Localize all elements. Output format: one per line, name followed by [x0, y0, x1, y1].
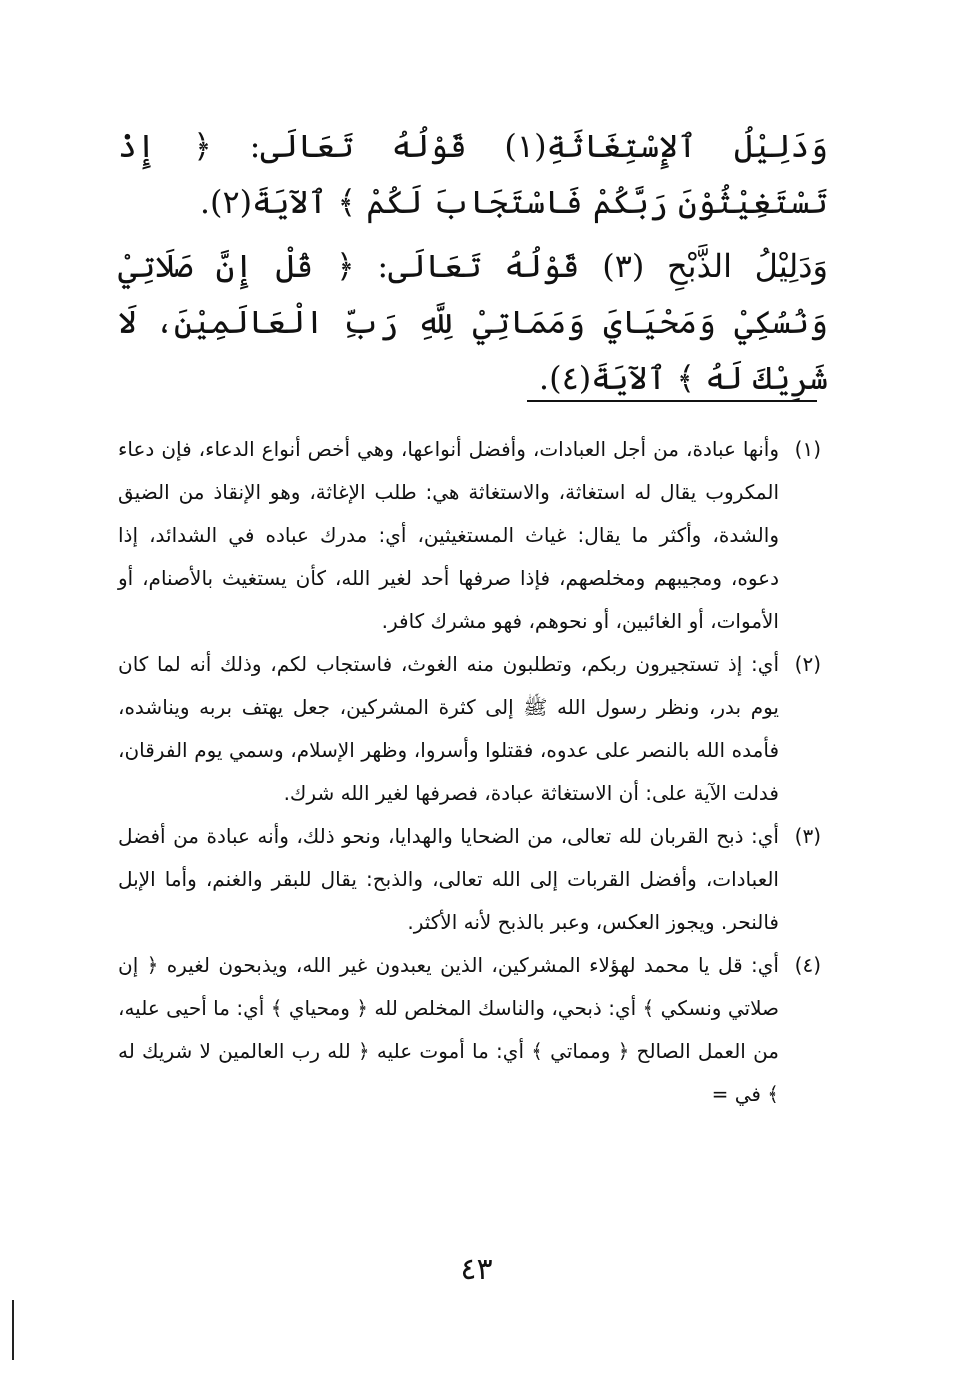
footnote-3	[118, 815, 821, 944]
main-text	[118, 118, 828, 406]
footnote-4	[118, 944, 821, 1116]
footnote-text: أي: قل يا محمد لهؤلاء المشركين، الذين يعبدون غير الله، ويذبحون لغيره ﴿ إن صلاتي ونسكي ﴾ أي: ذبحي، والناسك المخلص لله ﴿ ومحياي ﴾ أي: ما أحيى عليه، من العمل الصالح ﴿ ومماتي ﴾ أي: ما أموت عليه ﴿ لله رب العالمين لا شريك له ﴾ في =	[118, 953, 779, 1106]
page-number: ٤٣	[460, 1252, 493, 1287]
footnote-text: أي: إذ تستجيرون ربكم، وتطلبون منه الغوث، فاستجاب لكم، وذلك أنه لما كان يوم بدر، ونظر رسول الله ﷺ إلى كثرة المشركين، جعل يهتف بربه ويناشده، فأمده الله بالنصر على عدوه، فقتلوا وأسروا، وظهر الإسلام، وسمي يوم الفرقان، فدلت الآية على: أن الاستغاثة عبادة، فصرفها لغير الله شرك.	[118, 652, 779, 805]
footnote-1	[118, 428, 821, 643]
footnote-number: (١)	[794, 437, 821, 461]
main-paragraph-dhabh: وَدَلِيْلُ الذَّبْحِ (٣) قَوْلُهُ تَعَالَى: ﴿ قُلْ إِنَّ صَلَاتِيْ وَنُسُكِيْ وَمَحْيَايَ وَمَمَاتِيْ لِلَّهِ رَبِّ الْعَالَمِيْنَ، لَا شَرِيْكَ لَهُ ﴾ ٱلآيَةَ(٤).	[118, 247, 829, 397]
footnotes	[118, 428, 821, 1116]
footnote-text: وأنها عبادة، من أجل العبادات، وأفضل أنواعها، وهي أخص أنواع الدعاء، فإن دعاء المكروب يقال له استغاثة، والاستغاثة هي: طلب الإغاثة، وهو الإنقاذ من الضيق والشدة، وأكثر ما يقال: غياث المستغيثين، أي: مدرك عباده في الشدائد، إذا دعوه، ومجيبهم ومخلصهم، فإذا صرفها أحد لغير الله، كأن يستغيث بالأصنام، أو الأموات، أو الغائبين، أو نحوهم، فهو مشرك كافر.	[118, 437, 779, 633]
footnote-number: (٢)	[794, 652, 821, 676]
footnote-number: (٤)	[794, 953, 821, 977]
footnote-number: (٣)	[794, 824, 821, 848]
footnote-text: أي: ذبح القربان لله تعالى، من الضحايا والهدايا، ونحو ذلك، وأنه عبادة من أفضل العبادات، وأفضل القربات إلى الله تعالى، والذبح: يقال للبقر والغنم، وأما الإبل فالنحر. ويجوز العكس، وعبر بالذبح لأنه الأكثر.	[118, 824, 779, 934]
scan-edge-mark	[12, 1300, 14, 1360]
footnote-2	[118, 643, 821, 815]
footnote-divider	[527, 400, 817, 402]
main-paragraph-istighatha: وَدَلِيْلُ ٱلإِسْتِغَاثَةِ(١) قَوْلُهُ تَعَالَى: ﴿ إِذْ تَسْتَغِيْثُوْنَ رَبَّكُمْ فَاسْتَجَابَ لَكُمْ ﴾ ٱلآيَةَ(٢).	[118, 127, 829, 221]
